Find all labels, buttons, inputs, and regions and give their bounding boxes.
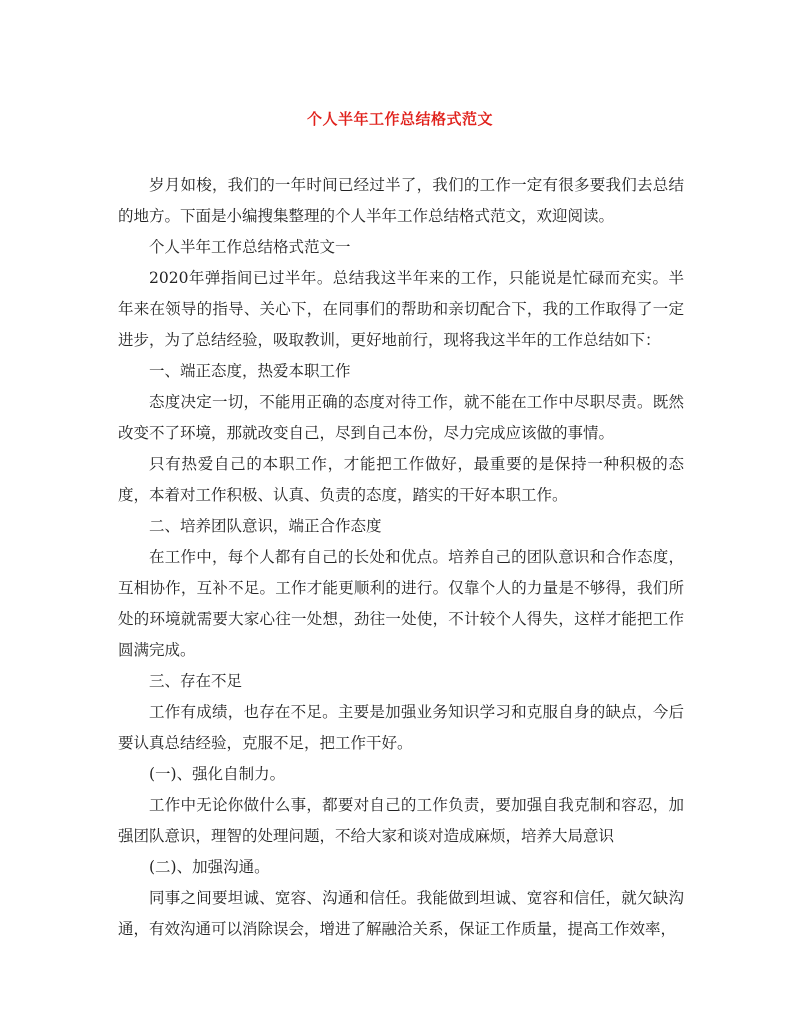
paragraph-intro: 岁月如梭，我们的一年时间已经过半了，我们的工作一定有很多要我们去总结的地方。下面是小编搜集整理的个人半年工作总结格式范文，欢迎阅读。 [118,176,684,225]
subsection-heading-2: (二)、加强沟通。 [149,858,270,876]
paragraph-sample-heading: 个人半年工作总结格式范文一 [149,238,351,256]
subsection-heading-1: (一)、强化自制力。 [149,765,286,783]
paragraph-self-control: 工作中无论你做什么事，都要对自己的工作负责，要加强自我克制和容忍，加强团队意识，理智的处理问题，不给大家和谈对造成麻烦，培养大局意识 [118,796,684,845]
paragraph-love-work: 只有热爱自己的本职工作，才能把工作做好，最重要的是保持一种积极的态度，本着对工作积极、认真、负责的态度，踏实的干好本职工作。 [118,455,684,504]
paragraph-overview: 2020年弹指间已过半年。总结我这半年来的工作，只能说是忙碌而充实。半年来在领导的指导、关心下，在同事们的帮助和亲切配合下，我的工作取得了一定进步，为了总结经验，吸取教训，更好地前行，现将我这半年的工作总结如下： [118,269,684,349]
paragraph-shortcomings: 工作有成绩，也存在不足。主要是加强业务知识学习和克服自身的缺点，今后要认真总结经验，克服不足，把工作干好。 [118,703,684,752]
section-heading-2: 二、培养团队意识，端正合作态度 [149,517,382,535]
document-body [118,170,684,945]
section-heading-1: 一、端正态度，热爱本职工作 [149,362,351,380]
document-title: 个人半年工作总结格式范文 [306,110,493,128]
paragraph-communication: 同事之间要坦诚、宽容、沟通和信任。我能做到坦诚、宽容和信任，就欠缺沟通，有效沟通可以消除误会，增进了解融洽关系，保证工作质量，提高工作效率， [118,889,684,938]
paragraph-attitude: 态度决定一切，不能用正确的态度对待工作，就不能在工作中尽职尽责。既然改变不了环境，那就改变自己，尽到自己本份，尽力完成应该做的事情。 [118,393,684,442]
section-heading-3: 三、存在不足 [149,672,243,690]
paragraph-teamwork: 在工作中，每个人都有自己的长处和优点。培养自己的团队意识和合作态度，互相协作，互补不足。工作才能更顺利的进行。仅靠个人的力量是不够得，我们所处的环境就需要大家心往一处想，劲往一处使，不计较个人得失，这样才能把工作圆满完成。 [118,548,684,659]
